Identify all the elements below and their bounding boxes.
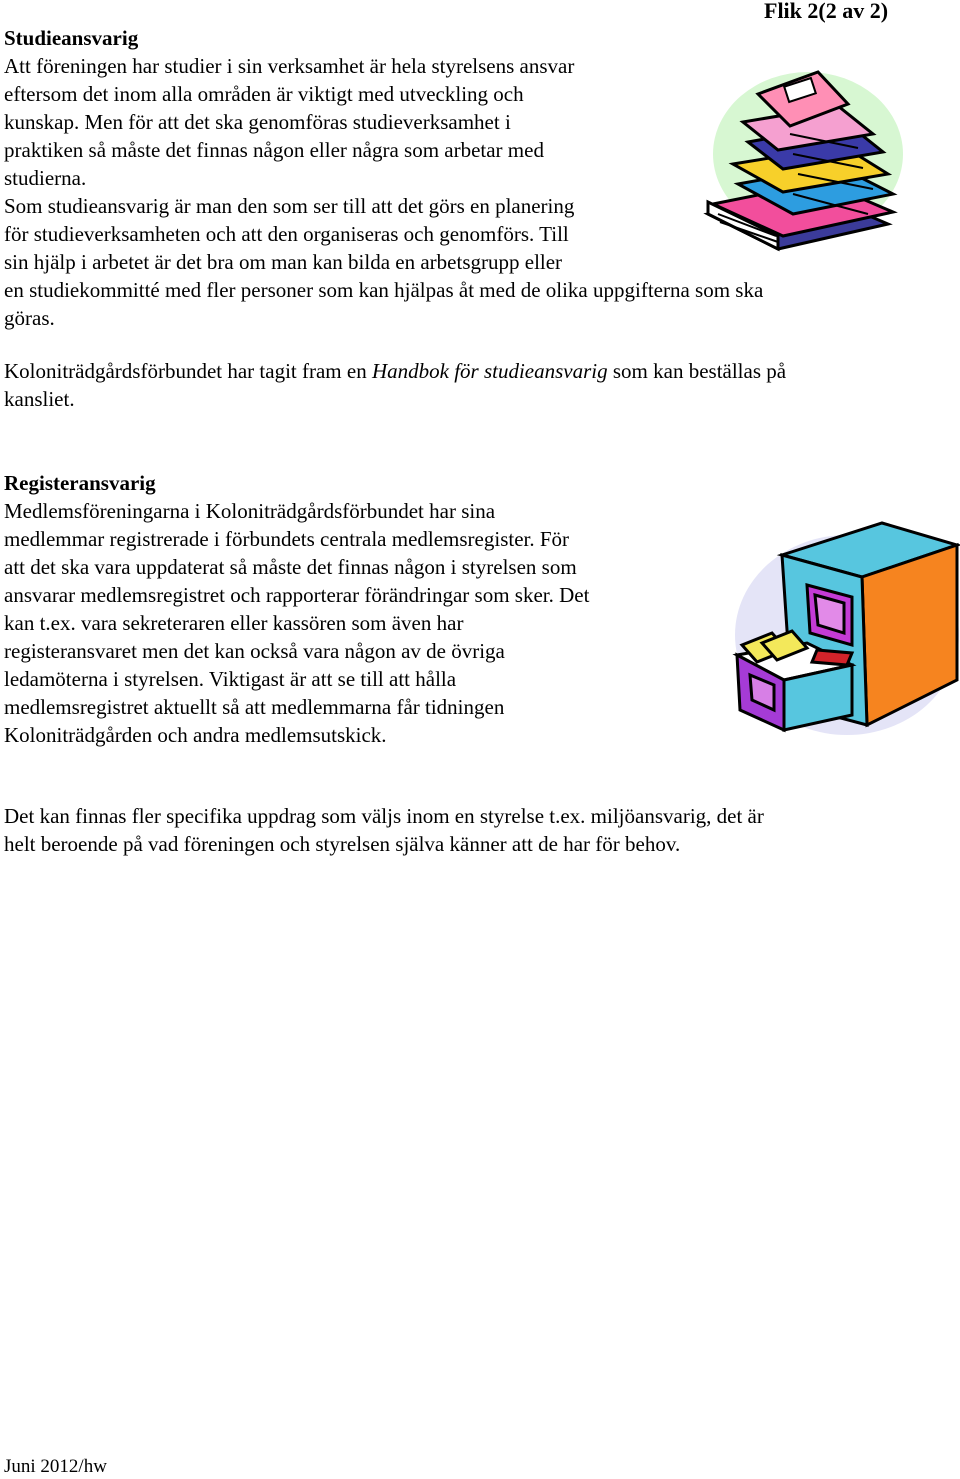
- register-line: Koloniträdgården och andra medlemsutskick.: [4, 723, 387, 747]
- study-line: studierna.: [4, 166, 87, 190]
- books-illustration: [698, 64, 903, 254]
- other-paragraph: [4, 802, 764, 858]
- handbook-line2: kansliet.: [4, 387, 75, 411]
- other-line: helt beroende på vad föreningen och styrelsen själva känner att de har för behov.: [4, 832, 681, 856]
- study-line: praktiken så måste det finnas någon eller några som arbetar med: [4, 138, 544, 162]
- register-line: medlemmar registrerade i förbundets centrala medlemsregister. För: [4, 527, 570, 551]
- register-line: medlemsregistret aktuellt så att medlemmarna får tidningen: [4, 695, 505, 719]
- handbook-title: Handbok för studieansvarig: [371, 359, 608, 383]
- study-line: en studiekommitté med fler personer som kan hjälpas åt med de olika uppgifterna som ska: [4, 278, 764, 302]
- study-section: [4, 24, 763, 332]
- filing-cabinet-illustration: [712, 515, 960, 737]
- study-line: för studieverksamheten och att den organiseras och genomförs. Till: [4, 222, 569, 246]
- handbook-suffix: som kan beställas på: [607, 359, 787, 383]
- register-line: att det ska vara uppdaterat så måste det finnas någon i styrelsen som: [4, 555, 577, 579]
- study-heading: Studieansvarig: [4, 26, 139, 50]
- page-label: Flik 2(2 av 2): [764, 0, 889, 23]
- register-line: kan t.ex. vara sekreteraren eller kassören som även har: [4, 611, 464, 635]
- footer-text: Juni 2012/hw: [4, 1456, 107, 1477]
- register-section: [4, 469, 589, 749]
- study-line: Att föreningen har studier i sin verksamhet är hela styrelsens ansvar: [4, 54, 575, 78]
- handbook-prefix: Koloniträdgårdsförbundet har tagit fram en: [4, 359, 372, 383]
- handbook-paragraph: [4, 357, 786, 413]
- study-line: kunskap. Men för att det ska genomföras studieverksamhet i: [4, 110, 511, 134]
- study-line: Som studieansvarig är man den som ser till att det görs en planering: [4, 194, 575, 218]
- register-line: ledamöterna i styrelsen. Viktigast är att se till att hålla: [4, 667, 457, 691]
- register-line: Medlemsföreningarna i Koloniträdgårdsförbundet har sina: [4, 499, 496, 523]
- register-line: registeransvaret men det kan också vara någon av de övriga: [4, 639, 505, 663]
- study-line: sin hjälp i arbetet är det bra om man kan bilda en arbetsgrupp eller: [4, 250, 563, 274]
- study-line: göras.: [4, 306, 55, 330]
- study-line: eftersom det inom alla områden är viktigt med utveckling och: [4, 82, 524, 106]
- register-heading: Registeransvarig: [4, 471, 156, 495]
- register-line: ansvarar medlemsregistret och rapporterar förändringar som sker. Det: [4, 583, 590, 607]
- other-line: Det kan finnas fler specifika uppdrag som väljs inom en styrelse t.ex. miljöansvarig, det är: [4, 804, 764, 828]
